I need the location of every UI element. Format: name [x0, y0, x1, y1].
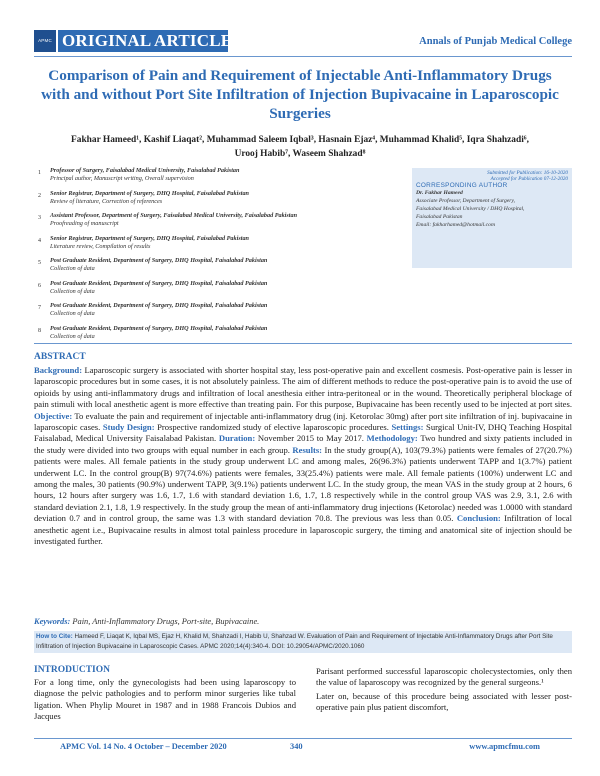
- affiliation-position: Senior Registrar, Department of Surgery, DHQ Hospital, Faisalabad Pakistan: [50, 189, 249, 197]
- citation-label: How to Cite:: [36, 633, 73, 640]
- affiliation-item: [34, 235, 404, 258]
- affiliation-position: Post Graduate Resident, Department of Surgery, DHQ Hospital, Faisalabad Pakistan: [50, 257, 268, 264]
- affiliation-position: Post Graduate Resident, Department of Surgery, DHQ Hospital, Faisalabad Pakistan: [50, 302, 268, 309]
- affiliation-role: Collection of data: [50, 265, 95, 272]
- footer-website[interactable]: www.apmcfmu.com: [469, 742, 540, 751]
- affiliation-role: Proofreading of manuscript: [50, 220, 119, 227]
- abstract-body: [34, 365, 572, 548]
- corresponding-author-box: [412, 168, 572, 268]
- affiliation-item: [34, 212, 404, 235]
- page-number: 340: [290, 742, 303, 751]
- affiliation-item: [34, 280, 404, 303]
- author-line: Urooj Habib⁷, Waseem Shahzad⁸: [234, 148, 366, 159]
- objective-text: To evaluate the pain and requirement of injectable anti-inflammatory drug (inj. Ketorolac 30mg) after port site infiltration of inj. bupivacaine in laparoscopic cases.: [34, 410, 572, 433]
- affiliation-position: Post Graduate Resident, Department of Surgery, DHQ Hospital, Faisalabad Pakistan: [50, 279, 268, 287]
- affiliation-position: Professor of Surgery, Faisalabad Medical University, Faisalabad Pakistan: [50, 167, 240, 174]
- journal-header: [34, 30, 572, 52]
- affiliation-item: [34, 190, 404, 213]
- settings-label: Settings:: [391, 422, 424, 433]
- background-text: Laparoscopic surgery is associated with shorter hospital stay, less post-operative pain and excellent cosmesis. Post-operative pain is lesser in laparoscopic procedures but in some cases, it is not absolutely painless. The aim of different methods to reduce the post-operative pain is to avoid the use of opioids by using anti-inflammatory drugs and infiltration of local anesthesia either intra-peritoneal or in the wound. Theoretically peripheral blockage of pain stimuli with local anesthetic agent is more effective than treating pain. For this purpose, Bupivacaine has been recently used to be injected at port sites.: [34, 365, 572, 410]
- submitted-date: Submitted for Publication: 16-10-2020: [487, 170, 568, 176]
- corresponding-author-heading: CORRESPONDING AUTHOR: [416, 182, 508, 189]
- results-label: Results:: [292, 444, 323, 455]
- article-title: Comparison of Pain and Requirement of Injectable Anti-Inflammatory Drugs with and without Port Site Infiltration of Injection Bupivacaine in Laparoscopic Surgeries: [41, 67, 559, 122]
- conclusion-label: Conclusion:: [456, 513, 501, 524]
- citation-text: Hameed F, Liaqat K, Iqbal MS, Ejaz H, Khalid M, Shahzadi I, Habib U, Shahzad W. Evaluation of Pain and Requirement of Injectable Anti-Inflammatory Drugs after Port Site Infiltration of Injection Bupivacaine in Laparoscopic Cases. APMC 2020;14(4):340-4. DOI: 10.29054/APMC/2020.1060: [36, 633, 553, 650]
- settings-text: Surgical Unit-IV, DHQ Teaching Hospital Faisalabad, Medical University Faisalabad Pakistan.: [34, 422, 572, 444]
- design-text: Prospective randomized study of elective laparoscopic procedures.: [154, 422, 392, 433]
- affiliation-number: 2: [38, 192, 41, 199]
- journal-logo: APMC: [34, 30, 56, 52]
- affiliation-position: Post Graduate Resident, Department of Surgery, DHQ Hospital, Faisalabad Pakistan: [50, 324, 268, 332]
- conclusion-text: Infiltration of local anesthetic agent i.e., Bupivacaine results in almost total painless procedure in laparoscopic surgery, the timing and anatomical site of injection should be investigated further.: [34, 513, 572, 547]
- design-label: Study Design:: [102, 422, 155, 433]
- introduction-left-column: For a long time, only the gynecologists had been using laparoscopy to diagnose the pelvic pathologies and to perform minor surgeries like tubal ligation. When Phylip Mouret in 1987 and in 1988 Francois Dubios and Jacques: [34, 677, 296, 722]
- journal-name: Annals of Punjab Medical College: [419, 36, 572, 47]
- header-divider: [34, 56, 572, 57]
- affiliation-role: Review of literature, Correction of references: [50, 197, 163, 205]
- affiliation-role: Principal author, Manuscript writing, Overall supervision: [50, 175, 194, 182]
- affiliation-item: [34, 257, 404, 280]
- corresponding-author-city: Faisalabad Pakistan: [416, 214, 463, 220]
- corresponding-author-position: Associate Professor, Department of Surgery,: [416, 198, 516, 204]
- affiliation-position: Senior Registrar, Department of Surgery, DHQ Hospital, Faisalabad Pakistan: [50, 234, 249, 242]
- affiliation-role: Collection of data: [50, 332, 95, 340]
- background-label: Background:: [34, 365, 83, 375]
- affiliation-role: Collection of data: [50, 310, 95, 317]
- methodology-label: Methodology:: [366, 433, 418, 444]
- footer-divider: [34, 738, 572, 739]
- affiliation-number: 5: [38, 260, 41, 266]
- corresponding-author-institution: Faisalabad Medical University / DHQ Hospital,: [416, 206, 525, 212]
- affiliation-position: Assistant Professor, Department of Surgery, Faisalabad Medical University, Faisalabad Pakistan: [50, 212, 298, 219]
- section-divider: [34, 343, 572, 344]
- introduction-paragraph: Parisant performed successful laparoscopic cholecystectomies, only then the value of laparoscopy was recognized by the general surgeons.¹: [316, 666, 572, 688]
- citation-box: [34, 631, 572, 653]
- introduction-heading: INTRODUCTION: [34, 665, 111, 675]
- affiliation-number: 6: [38, 282, 41, 289]
- section-label: ORIGINAL ARTICLE: [62, 31, 233, 50]
- methodology-text: Two hundred and sixty patients included in the study were divided into two groups with equal number in each group.: [34, 433, 572, 455]
- objective-label: Objective:: [34, 410, 73, 421]
- keywords-label: Keywords:: [34, 617, 71, 626]
- keywords: [34, 617, 259, 626]
- abstract-heading: ABSTRACT: [34, 352, 86, 362]
- author-list: [40, 134, 560, 161]
- corresponding-author-name: Dr. Fakhar Hameed: [416, 190, 463, 196]
- accepted-date: Accepted for Publication 07-12-2020: [490, 176, 568, 182]
- duration-text: November 2015 to May 2017.: [255, 433, 367, 444]
- affiliation-role: Literature review, Compilation of results: [50, 242, 151, 250]
- affiliation-number: 4: [38, 237, 41, 244]
- results-text: In the study group(A), 103(79.3%) patients were females of 27(20.7%) patients were males. All female patients in the study group underwent LC and among males, 26(96.3%) patients underwent TAPP and 1(3.7%) patient underwent LC. In the control group(B) 97(74.6%) patients were females, 33(25.4%) patients were male. All female patients (100%) underwent LC and among the males, 30 patients (90.9%) underwent TAPP, 3(9.1%) patients underwent LC. In the study group, the mean VAS in the study group at 2 hours, 6 hours, 12 hours after surgery was 1.6, 1.7, 1.6 with standard deviation 1.6, 1.7, 1.8 respectively while in the control group VAS was 2.9, 3.1, 2.6 with standard deviation 2.1, 1.8, 1.9 respectively. In the study group the mean of anti-inflammatory drug injections (Ketorolac) needed was 1.0000 with standard deviation 0.7 and in control group, the same was 1.3 with standard deviation 70.8. The previous was less than 0.05.: [34, 444, 572, 524]
- affiliation-number: 8: [38, 327, 41, 334]
- affiliation-number: 1: [38, 170, 41, 176]
- affiliation-number: 3: [38, 215, 41, 221]
- introduction-paragraph: Later on, because of this procedure being associated with lesser post-operative pain plus patient discomfort,: [316, 690, 572, 713]
- footer-volume: APMC Vol. 14 No. 4 October – December 2020: [60, 742, 227, 751]
- keywords-text: Pain, Anti-Inflammatory Drugs, Port-site, Bupivacaine.: [70, 617, 260, 626]
- author-line: Fakhar Hameed¹, Kashif Liaqat², Muhammad Saleem Iqbal³, Hasnain Ejaz⁴, Muhammad Khalid⁵, Iqra Shahzadi⁶,: [71, 135, 529, 145]
- affiliation-item: [34, 167, 404, 190]
- affiliation-list: [34, 167, 404, 347]
- affiliation-item: [34, 302, 404, 325]
- affiliation-role: Collection of data: [50, 287, 95, 295]
- introduction-right-column: [316, 666, 572, 714]
- duration-label: Duration:: [218, 433, 256, 444]
- corresponding-author-email[interactable]: Email: fakharhamed@hotmail.com: [416, 222, 495, 228]
- affiliation-number: 7: [38, 305, 41, 311]
